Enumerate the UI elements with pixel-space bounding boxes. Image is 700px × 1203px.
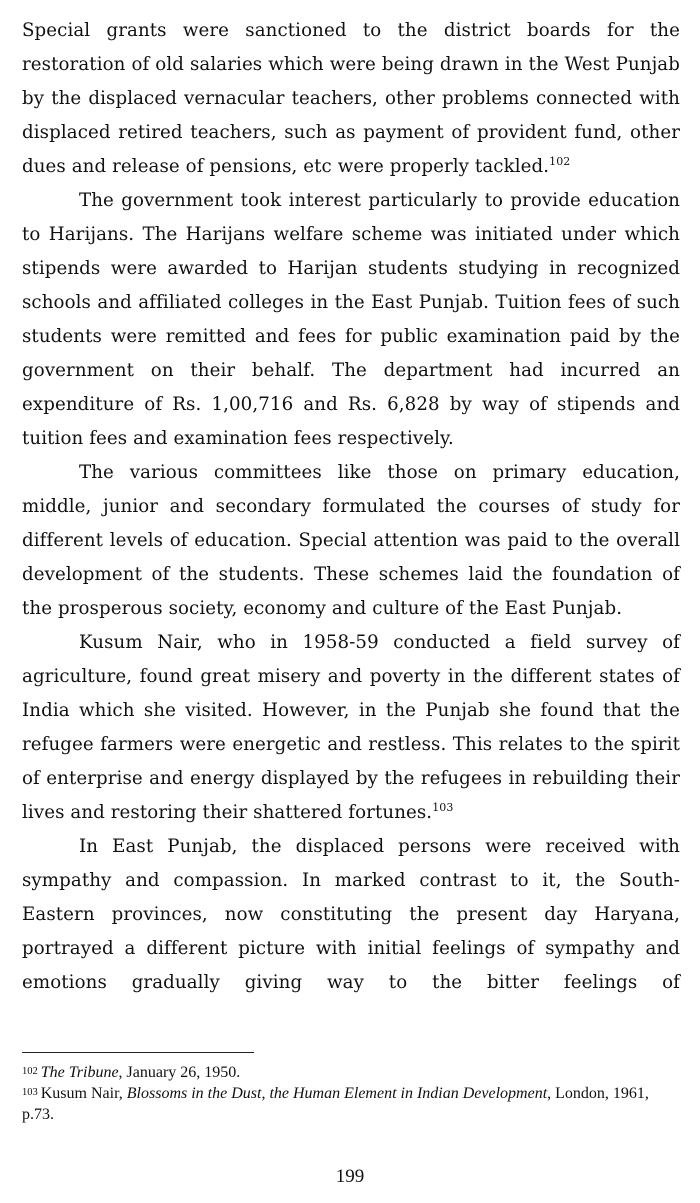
footnote-source-title: Blossoms in the Dust, the Human Element in Indian Development bbox=[126, 1085, 548, 1102]
paragraph-text: Special grants were sanctioned to the district boards for the restoration of old salaries which were being drawn in the West Punjab by the displaced vernacular teachers, other problems connected with displaced retired teachers, such as payment of provident fund, other dues and release of pensions, etc were properly tackled. bbox=[22, 20, 680, 177]
footnote-details: , January 26, 1950. bbox=[118, 1064, 241, 1081]
paragraph-text: The various committees like those on primary education, middle, junior and secondary formulated the courses of study for different levels of education. Special attention was paid to the overall development of the students. These schemes laid the foundation of the prosperous society, economy and culture of the East Punjab. bbox=[22, 462, 680, 619]
footnote-number: 102 bbox=[22, 1066, 38, 1077]
paragraph-text: In East Punjab, the displaced persons were received with sympathy and compassion. In marked contrast to it, the South-Eastern provinces, now constituting the present day Haryana, portrayed a different picture with initial feelings of sympathy and emotions gradually giving way to the bitter feelings of bbox=[22, 836, 680, 993]
page-body bbox=[22, 14, 680, 1000]
paragraph-text: The government took interest particularly to provide education to Harijans. The Harijans welfare scheme was initiated under which stipends were awarded to Harijan students studying in recognized schools and affiliated colleges in the East Punjab. Tuition fees of such students were remitted and fees for public examination paid by the government on their behalf. The department had incurred an expenditure of Rs. 1,00,716 and Rs. 6,828 by way of stipends and tuition fees and examination fees respectively. bbox=[22, 190, 680, 449]
paragraph-text: Kusum Nair, who in 1958-59 conducted a field survey of agriculture, found great misery and poverty in the different states of India which she visited. However, in the Punjab she found that the refugee farmers were energetic and restless. This relates to the spirit of enterprise and energy displayed by the refugees in rebuilding their lives and restoring their shattered fortunes. bbox=[22, 632, 680, 823]
footnote-102 bbox=[22, 1063, 682, 1084]
paragraph-committees bbox=[22, 456, 680, 626]
page-number: 199 bbox=[335, 1166, 365, 1187]
footnote-details: , London, 1961, p.73. bbox=[22, 1085, 649, 1123]
footnote-reference-103[interactable]: 103 bbox=[432, 801, 454, 814]
paragraph-special-grants bbox=[22, 14, 680, 184]
footnote-separator bbox=[22, 1052, 254, 1053]
footnote-reference-102[interactable]: 102 bbox=[549, 155, 571, 168]
footnote-author: Kusum Nair, bbox=[40, 1085, 127, 1102]
paragraph-east-punjab-reception bbox=[22, 830, 680, 1000]
footnote-number: 103 bbox=[22, 1087, 38, 1098]
footnotes-section bbox=[22, 1063, 682, 1124]
footnote-103 bbox=[22, 1084, 682, 1124]
paragraph-harijan-education bbox=[22, 184, 680, 456]
paragraph-kusum-nair-survey bbox=[22, 626, 680, 830]
footnote-source-title: The Tribune bbox=[40, 1064, 119, 1081]
